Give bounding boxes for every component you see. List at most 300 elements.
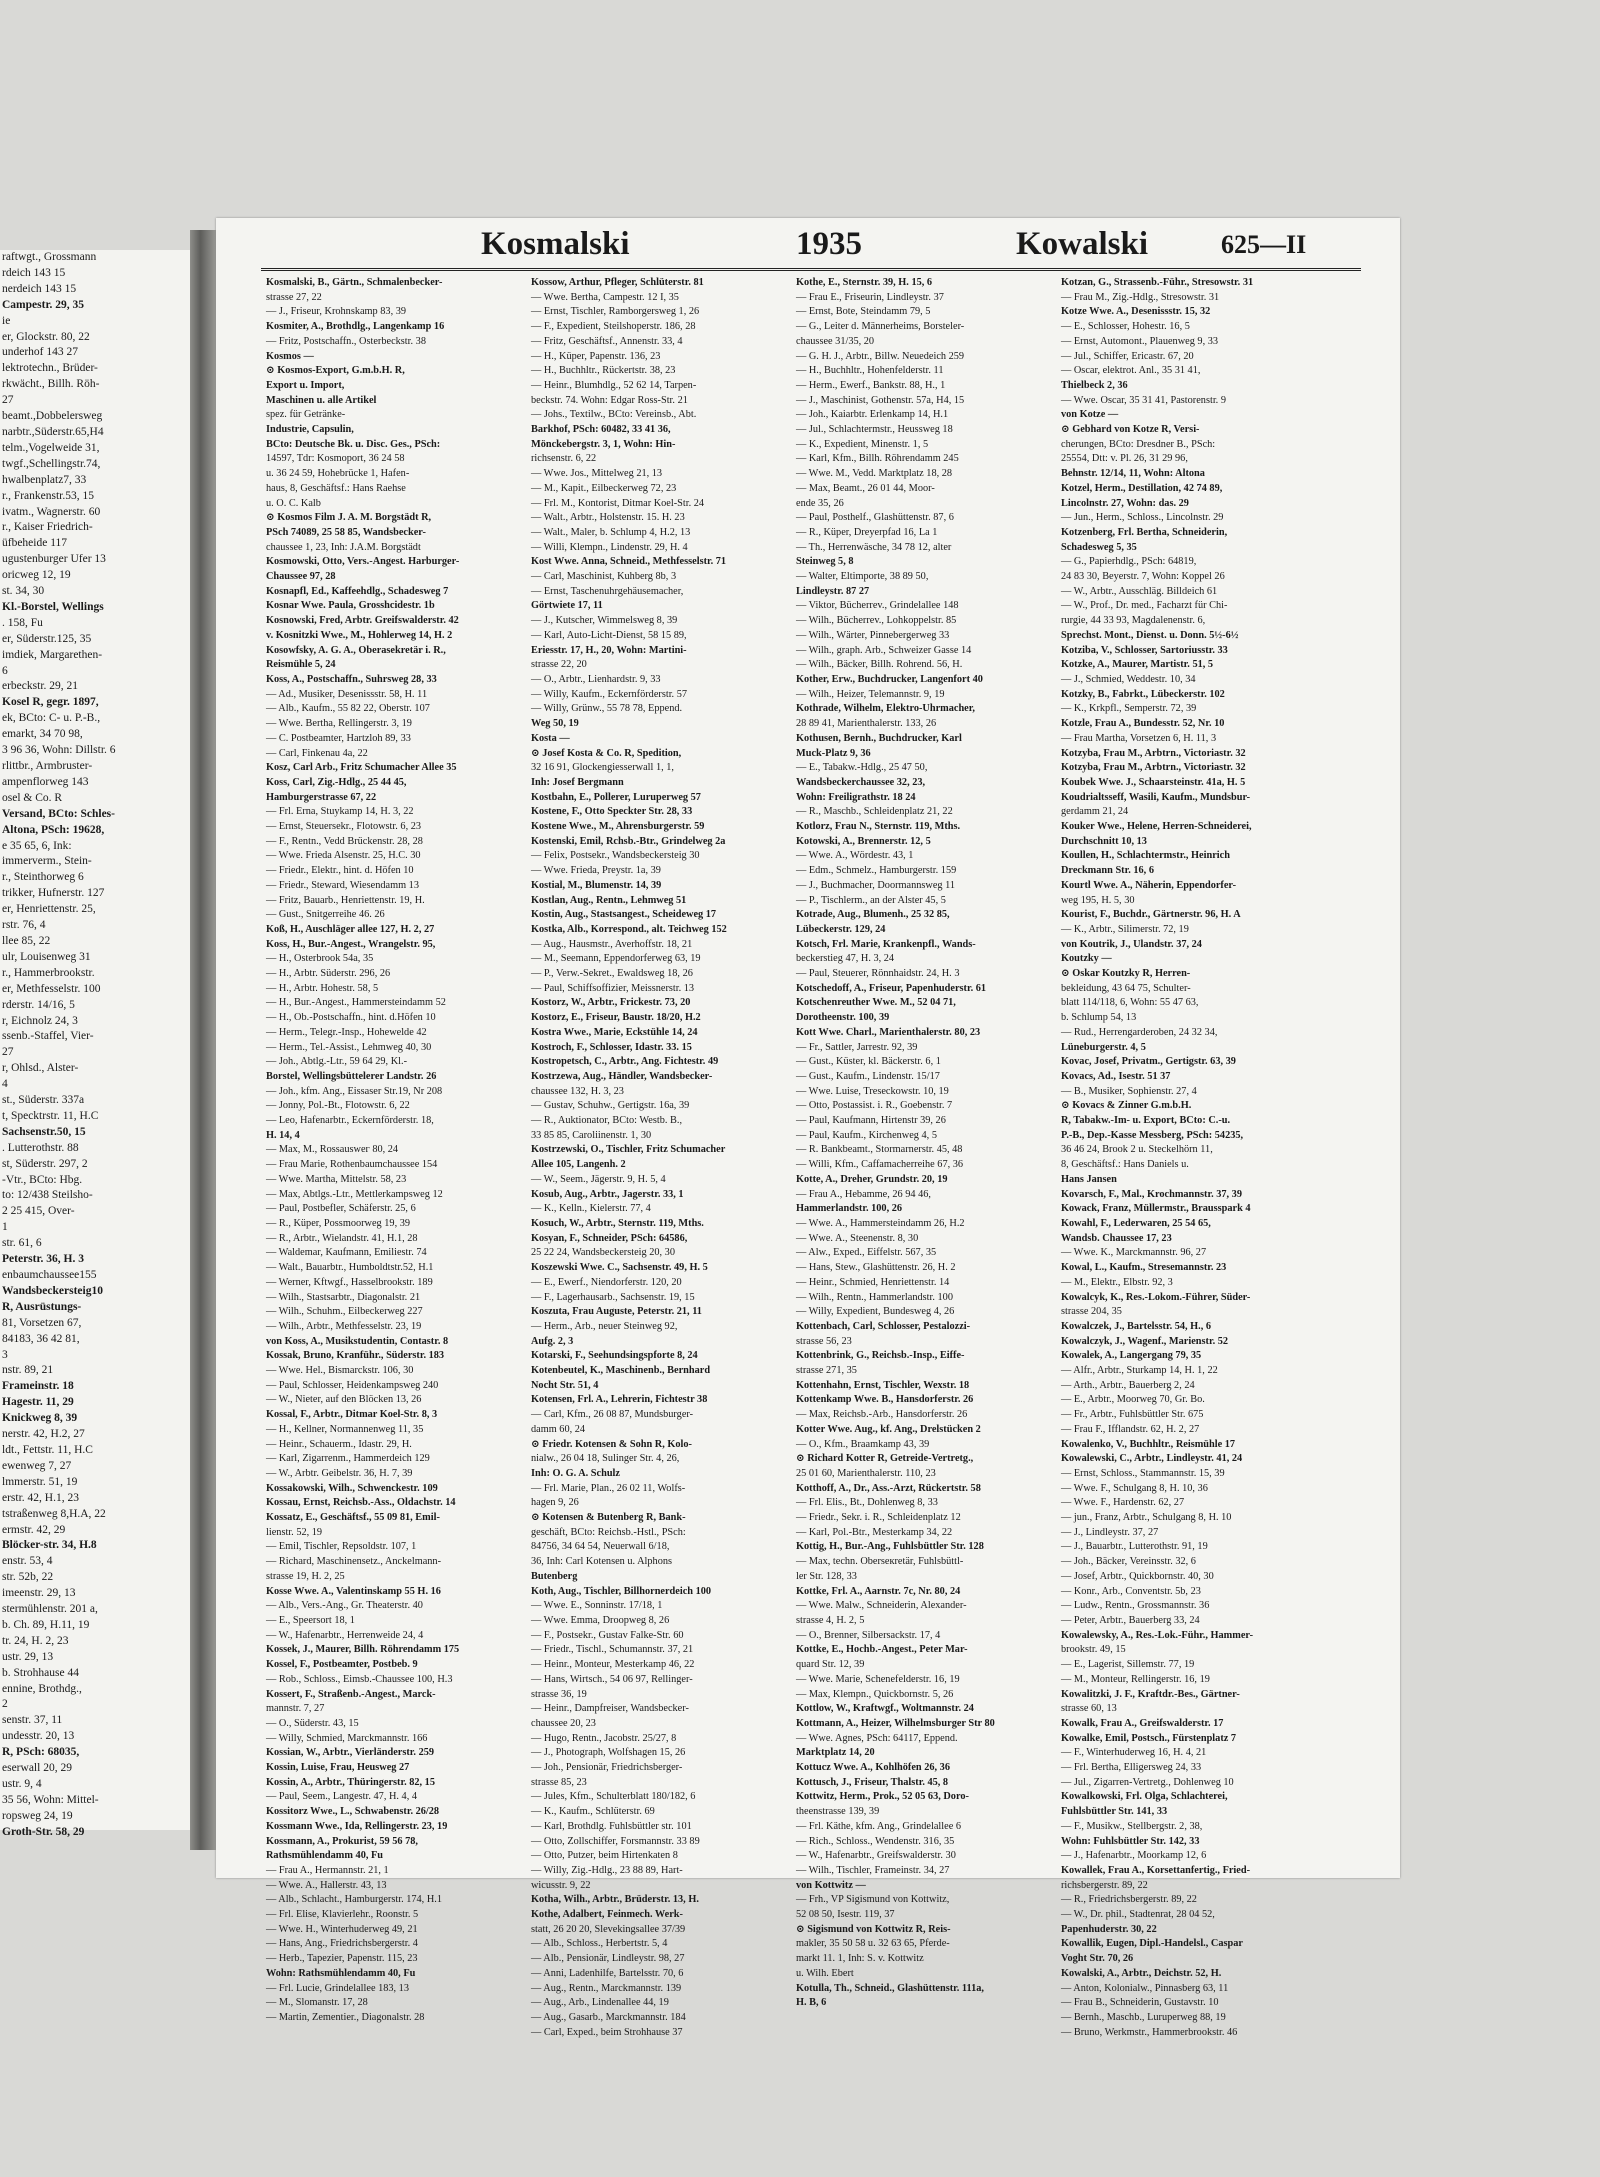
entry-line: ivatm., Wagnerstr. 60 (2, 505, 101, 518)
entry-line: — Peter, Arbtr., Bauerberg 33, 24 (1061, 1614, 1200, 1626)
entry-line: — Walt., Maler, b. Schlump 4, H.2, 13 (531, 526, 691, 538)
entry-line: ⊙ Josef Kosta & Co. R, Spedition, (531, 747, 682, 759)
entry-line: Wohn: Fuhlsbüttler Str. 142, 33 (1061, 1835, 1200, 1847)
entry-line: — W., Nieter, auf den Blöcken 13, 26 (266, 1394, 422, 1406)
entry-line: — Paul, Schiffsoffizier, Meissnerstr. 13 (531, 982, 695, 994)
entry-line: — Paul, Postbefler, Schäferstr. 25, 6 (266, 1203, 416, 1215)
entry-line: — Heinr., Schmied, Henriettenstr. 14 (796, 1276, 950, 1288)
entry-line: — Max, techn. Oberseкretär, Fuhlsbüttl- (796, 1556, 964, 1568)
entry-line: Allee 105, Langenh. 2 (531, 1159, 626, 1171)
entry-line: Kosnapfl, Ed., Kaffeehdlg., Schadesweg 7 (266, 585, 449, 597)
entry-line: — Wwe. K., Marckmannstr. 96, 27 (1061, 1247, 1207, 1259)
entry-line: er, Glockstr. 80, 22 (2, 330, 90, 343)
entry-line: — Frl. Bertha, Elligersweg 24, 33 (1061, 1762, 1202, 1774)
entry-line: — J., Friseur, Krohnskamp 83, 39 (266, 306, 407, 318)
entry-line: Lindleystr. 87 27 (796, 585, 870, 597)
entry-line: Wandsbeckersteig10 (2, 1284, 103, 1297)
entry-line: r, Ohlsd., Alster- (2, 1062, 79, 1075)
entry-line: tr. 24, H. 2, 23 (2, 1634, 69, 1647)
entry-line: Kotrade, Aug., Blumenh., 25 32 85, (796, 909, 950, 921)
entry-line: eserwall 20, 29 (2, 1762, 72, 1775)
entry-line: Kossal, F., Arbtr., Ditmar Koel-Str. 8, 3 (266, 1409, 438, 1421)
entry-line: — G. H. J., Arbtr., Billw. Neuedeich 259 (796, 350, 965, 362)
entry-line: 33 85 85, Caroliinenstr. 1, 30 (531, 1129, 652, 1141)
entry-line: st., Süderstr. 337a (2, 1094, 85, 1107)
entry-line: Reismühle 5, 24 (266, 659, 336, 671)
entry-line: — Wwe. Malw., Schneiderin, Alexander- (796, 1600, 967, 1612)
entry-line: nerstr. 42, H.2, 27 (2, 1428, 85, 1441)
entry-line: richsbergerstr. 89, 22 (1061, 1879, 1148, 1891)
entry-line: st. 34, 30 (2, 585, 45, 598)
entry-line: — Ernst, Automont., Plauenweg 9, 33 (1061, 335, 1219, 347)
entry-line: — W., Arbtr., Ausschläg. Billdeich 61 (1061, 585, 1218, 597)
entry-line: Koudrialtsseff, Wasili, Kaufm., Mundsbur- (1061, 791, 1251, 803)
entry-line: Kouker Wwe., Helene, Herren-Schneiderei, (1061, 821, 1252, 833)
entry-line: Kowalczyk, J., Wagenf., Marienstr. 52 (1061, 1335, 1229, 1347)
entry-line: Kowalitzki, J. F., Kraftdr.-Bes., Gärtner- (1061, 1688, 1240, 1700)
entry-line: — Aug., Gasarb., Marckmannstr. 184 (531, 2011, 686, 2023)
entry-line: Wandsb. Chaussee 17, 23 (1061, 1232, 1172, 1244)
entry-line: Inh: Josef Bergmann (531, 776, 624, 788)
entry-line: 1 (2, 1221, 8, 1234)
entry-line: — Joh., Kaiarbtr. Erlenkamp 14, H.1 (796, 409, 949, 421)
entry-line: — M., Slomanstr. 17, 28 (266, 1997, 368, 2009)
entry-line: v. Kosnitzki Wwe., M., Hohlerweg 14, H. 2 (266, 629, 453, 641)
entry-line: — Paul, Kaufm., Kirchenweg 4, 5 (796, 1129, 937, 1141)
entry-line: Kossitorz Wwe., L., Schwabenstr. 26/28 (266, 1806, 440, 1818)
entry-line: immerverm., Stein- (2, 855, 92, 868)
entry-line: Eriesstr. 17, H., 20, Wohn: Martini- (531, 644, 687, 656)
entry-line: P.-B., Dep.-Kasse Messberg, PSch: 54235, (1061, 1129, 1244, 1141)
entry-line: — Frl. Elise, Klavierlehr., Roonstr. 5 (266, 1909, 419, 1921)
entry-line: — Karl, Zigarrenm., Hammerdeich 129 (266, 1453, 430, 1465)
entry-line: — J., Schmied, Weddestr. 10, 34 (1061, 673, 1196, 685)
entry-line: — Wwe. Martha, Mittelstr. 58, 23 (266, 1173, 407, 1185)
entry-line: — Th., Herrenwäsche, 34 78 12, alter (796, 541, 952, 553)
entry-line: — W., Seem., Jägerstr. 9, H. 5, 4 (531, 1173, 666, 1185)
entry-line: — Herm., Arb., neuer Steinweg 92, (531, 1320, 678, 1332)
entry-line: Kott Wwe. Charl., Marienthalerstr. 80, 23 (796, 1026, 981, 1038)
entry-line: 52 08 50, Isestr. 119, 37 (796, 1909, 895, 1921)
entry-line: Kosuch, W., Arbtr., Sternstr. 119, Mths. (531, 1218, 704, 1229)
entry-line: — H., Ob.-Postschaffn., hint. d.Höfen 10 (266, 1012, 436, 1024)
entry-line: — Jul., Schlachtermstr., Heussweg 18 (796, 424, 953, 436)
entry-line: Koth, Aug., Tischler, Billhornerdeich 100 (531, 1585, 712, 1597)
entry-line: ⊙ Oskar Koutzky R, Herren- (1061, 968, 1191, 980)
entry-line: Kossek, J., Maurer, Billh. Röhrendamm 175 (266, 1644, 460, 1656)
entry-line: erstr. 42, H.1, 23 (2, 1491, 79, 1504)
entry-line: Kovacs, Ad., Isestr. 51 37 (1061, 1070, 1171, 1082)
entry-line: Butenberg (531, 1570, 578, 1582)
entry-line: Kowalewski, C., Arbtr., Lindleystr. 41, 24 (1061, 1453, 1243, 1465)
entry-line: Knickweg 8, 39 (2, 1412, 78, 1425)
entry-line: — R., Auktionator, BCto: Westb. B., (531, 1115, 683, 1127)
entry-line: — jun., Franz, Arbtr., Schulgang 8, H. 10 (1061, 1512, 1232, 1524)
entry-line: — Ad., Musiker, Desenissstr. 58, H. 11 (266, 688, 428, 700)
entry-line: Kowalek, A., Langergang 79, 35 (1061, 1350, 1202, 1362)
entry-line: 36, Inh: Carl Kotensen u. Alphons (531, 1556, 672, 1568)
entry-line: — H., Kellner, Normannenweg 11, 35 (266, 1423, 424, 1435)
entry-line: — Walter, Eltimporte, 38 89 50, (796, 571, 929, 583)
entry-line: — Alb., Kaufm., 55 82 22, Oberstr. 107 (266, 703, 430, 715)
entry-line: Kotha, Wilh., Arbtr., Brüderstr. 13, H. (531, 1894, 699, 1906)
entry-line: — J., Photograph, Wolfshagen 15, 26 (531, 1747, 686, 1759)
entry-line: — Wwe. E., Sonninstr. 17/18, 1 (531, 1600, 663, 1612)
entry-line: Kourist, F., Buchdr., Gärtnerstr. 96, H. A (1061, 909, 1241, 921)
entry-line: — Josef, Arbtr., Quickbornstr. 40, 30 (1061, 1570, 1214, 1582)
entry-line: — Wwe. Bertha, Campestr. 12 I, 35 (531, 291, 679, 303)
entry-line: Kossert, F., Straßenb.-Angest., Marck- (266, 1688, 436, 1700)
entry-line: rdeich 143 15 (2, 266, 66, 279)
entry-line: str. 52b, 22 (2, 1571, 54, 1584)
entry-line: Wohn: Freiligrathstr. 18 24 (796, 791, 916, 803)
adjacent-page-strip (0, 250, 191, 1838)
entry-line: — Wwe. F., Schulgang 8, H. 10, 36 (1061, 1482, 1208, 1494)
entry-line: Kostra Wwe., Marie, Eckstühle 14, 24 (531, 1026, 698, 1038)
entry-line: . Lutterothstr. 88 (2, 1141, 79, 1154)
entry-line: Kosub, Aug., Arbtr., Jagerstr. 33, 1 (531, 1188, 684, 1200)
entry-line: Hans Jansen (1061, 1173, 1117, 1185)
entry-line: Kotzyba, Frau M., Arbtrn., Victoriastr. 32 (1061, 747, 1246, 759)
entry-line: — Willi, Kfm., Caffamacherreihe 67, 36 (796, 1159, 964, 1171)
entry-line: ⊙ Sigismund von Kottwitz R, Reis- (796, 1923, 951, 1935)
entry-line: — Karl, Auto-Licht-Dienst, 58 15 89, (531, 629, 687, 641)
entry-line: ⊙ Kosmos-Export, G.m.b.H. R, (266, 365, 405, 377)
entry-line: ermstr. 42, 29 (2, 1523, 66, 1536)
entry-line: — Willi, Klempn., Lindenstr. 29, H. 4 (531, 541, 688, 553)
entry-line: — R., Küper, Possmoorweg 19, 39 (266, 1218, 411, 1229)
entry-line: — Wwe. H., Winterhuderweg 49, 21 (266, 1923, 418, 1935)
entry-line: R, Tabakw.-Im- u. Export, BCto: C.-u. (1061, 1115, 1231, 1127)
entry-line: — Alb., Schlacht., Hamburgerstr. 174, H.1 (266, 1894, 442, 1906)
entry-line: — Heinr., Dampfreiser, Wandsbecker- (531, 1703, 689, 1715)
entry-line: — Werner, Kftwgf., Hasselbrookstr. 189 (266, 1276, 433, 1288)
column-3 (796, 276, 1046, 2009)
entry-line: — Frl. M., Kontorist, Ditmar Koel-Str. 24 (531, 497, 705, 509)
entry-line: Koß, H., Auschläger allee 127, H. 2, 27 (266, 923, 435, 935)
entry-line: — J., Bauarbtr., Lutterothstr. 91, 19 (1061, 1541, 1208, 1553)
entry-line: — Alb., Schloss., Herbertstr. 5, 4 (531, 1938, 668, 1950)
entry-line: — Friedr., Tischl., Schumannstr. 37, 21 (531, 1644, 694, 1656)
entry-line: Kosta — (531, 732, 570, 744)
entry-line: ldt., Fettstr. 11, H.C (2, 1443, 93, 1456)
entry-line: Kowahl, F., Lederwaren, 25 54 65, (1061, 1218, 1211, 1229)
entry-line: — Rob., Schloss., Eimsb.-Chaussee 100, H.3 (266, 1673, 453, 1685)
entry-line: r., Kaiser Friedrich- (2, 521, 93, 534)
entry-line: Kotthoff, A., Dr., Ass.-Arzt, Rückertstr. 58 (796, 1482, 981, 1494)
entry-line: Lübeckerstr. 129, 24 (796, 923, 886, 935)
entry-line: Kossin, A., Arbtr., Thüringerstr. 82, 15 (266, 1776, 435, 1788)
entry-line: Kottenbach, Carl, Schlosser, Pestalozzi- (796, 1320, 971, 1332)
entry-line: Kostorz, W., Arbtr., Frickestr. 73, 20 (531, 997, 691, 1009)
entry-line: — F., Winterhuderweg 16, H. 4, 21 (1061, 1747, 1207, 1759)
entry-line: nstr. 89, 21 (2, 1364, 54, 1377)
entry-line: Kovac, Josef, Privatm., Gertigstr. 63, 39 (1061, 1056, 1236, 1068)
entry-line: — Gust., Küster, kl. Bäckerstr. 6, 1 (796, 1056, 941, 1068)
entry-line: — Frl. Marie, Plan., 26 02 11, Wolfs- (531, 1482, 686, 1494)
entry-line: Sachsenstr.50, 15 (2, 1125, 86, 1138)
entry-line: von Koutrik, J., Ulandstr. 37, 24 (1061, 938, 1202, 950)
entry-line: — K., Expedient, Minenstr. 1, 5 (796, 438, 929, 450)
entry-line: — Martin, Zementier., Diagonalstr. 28 (266, 2011, 425, 2023)
entry-line: Dreckmann Str. 16, 6 (1061, 865, 1154, 877)
entry-line: — Karl, Kfm., Billh. Röhrendamm 245 (796, 453, 959, 465)
entry-line: Kotensen, Frl. A., Lehrerin, Fichtestr 38 (531, 1394, 708, 1406)
entry-line: Kosmowski, Otto, Vers.-Angest. Harburger- (266, 556, 460, 568)
entry-line: — Carl, Kfm., 26 08 87, Mundsburger- (531, 1409, 694, 1421)
entry-line: mannstr. 7, 27 (266, 1703, 325, 1715)
entry-line: Fuhlsbüttler Str. 141, 33 (1061, 1806, 1168, 1818)
entry-line: strasse 271, 35 (796, 1365, 857, 1377)
entry-line: — Gust., Kaufm., Lindenstr. 15/17 (796, 1070, 940, 1082)
entry-line: Mönckebergstr. 3, 1, Wohn: Hin- (531, 438, 676, 450)
entry-line: Kottig, H., Bur.-Ang., Fuhlsbüttler Str. 128 (796, 1541, 984, 1553)
entry-line: — Leo, Hafenarbtr., Eckernförderstr. 18, (266, 1115, 434, 1127)
entry-line: Sprechst. Mont., Dienst. u. Donn. 5½-6½ (1061, 629, 1239, 641)
entry-line: — Wwe. Luise, Treseckowstr. 10, 19 (796, 1085, 949, 1097)
entry-line: — Rich., Schloss., Wendenstr. 316, 35 (796, 1835, 955, 1847)
entry-line: richsenstr. 6, 22 (531, 453, 597, 465)
entry-line: H. B, 6 (796, 1997, 827, 2009)
entry-line: quard Str. 12, 39 (796, 1659, 865, 1671)
entry-line: — W., Hafenarbtr., Herrenweide 24, 4 (266, 1629, 424, 1641)
entry-line: Kostene Wwe., M., Ahrensburgerstr. 59 (531, 821, 705, 833)
entry-line: emarkt, 34 70 98, (2, 728, 83, 741)
entry-line: — R., Maschb., Schleidenplatz 21, 22 (796, 806, 953, 818)
entry-line: Weg 50, 19 (531, 718, 579, 730)
entry-line: BCto: Deutsche Bk. u. Disc. Ges., PSch: (266, 438, 441, 450)
entry-line: — K., Kaufm., Schlüterstr. 69 (531, 1806, 655, 1818)
entry-line: lektrotechn., Brüder- (2, 362, 98, 375)
entry-line: Lüneburgerstr. 4, 5 (1061, 1041, 1146, 1053)
header-year: 1935 (796, 226, 862, 262)
entry-line: Kotlorz, Frau N., Sternstr. 119, Mths. (796, 821, 961, 833)
entry-line: 14597, Tdr: Kosmoport, 36 24 58 (266, 453, 405, 465)
entry-line: — Frh., VP Sigismund von Kottwitz, (796, 1894, 950, 1906)
entry-line: cherungen, BCto: Dresdner B., PSch: (1061, 438, 1216, 450)
entry-line: hagen 9, 26 (531, 1497, 579, 1509)
entry-line: — Frau B., Schneiderin, Gustavstr. 10 (1061, 1997, 1219, 2009)
entry-line: makler, 35 50 58 u. 32 63 65, Pferde- (796, 1938, 950, 1950)
entry-line: strasse 4, H. 2, 5 (796, 1614, 865, 1626)
entry-line: Kosz, Carl Arb., Fritz Schumacher Allee 35 (266, 762, 457, 774)
entry-line: — Wwe. Frieda Alsenstr. 25, H.C. 30 (266, 850, 421, 862)
entry-line: -Vtr., BCto: Hbg. (2, 1173, 83, 1186)
entry-line: Kotzel, Herm., Destillation, 42 74 89, (1061, 482, 1223, 494)
entry-line: — Walt., Bauarbtr., Humboldtstr.52, H.1 (266, 1262, 434, 1274)
entry-line: Kowalk, Frau A., Greifswalderstr. 17 (1061, 1717, 1224, 1729)
entry-line: Kosmiter, A., Brothdlg., Langenkamp 16 (266, 321, 445, 333)
entry-line: — Wwe. A., Hallerstr. 43, 13 (266, 1879, 387, 1891)
entry-line: ewenweg 7, 27 (2, 1459, 72, 1472)
entry-line: — Wwe. Marie, Schenefelderstr. 16, 19 (796, 1673, 960, 1685)
entry-line: Thielbeck 2, 36 (1061, 379, 1128, 391)
entry-line: von Kotze — (1061, 409, 1119, 421)
entry-line: von Koss, A., Musikstudentin, Contastr. 8 (266, 1335, 449, 1347)
entry-line: damm 60, 24 (531, 1423, 586, 1435)
entry-line: — F., Lagerhausarb., Sachsenstr. 19, 15 (531, 1291, 695, 1303)
entry-line: hwalbenplatz7, 33 (2, 473, 87, 486)
entry-line: — Heinr., Schauerm., Idastr. 29, H. (266, 1438, 412, 1450)
entry-line: strasse 204, 35 (1061, 1306, 1122, 1318)
entry-line: — Ernst, Tischler, Ramborgersweg 1, 26 (531, 306, 700, 318)
entry-line: st, Süderstr. 297, 2 (2, 1157, 88, 1170)
entry-line: trikker, Hufnerstr. 127 (2, 887, 105, 900)
entry-line: — G., Papierhdlg., PSch: 64819, (1061, 556, 1197, 568)
entry-line: Kossau, Ernst, Reichsb.-Ass., Oldachstr. 14 (266, 1497, 456, 1509)
entry-line: — Frl. Lucie, Grindelallee 183, 13 (266, 1982, 409, 1994)
entry-line: — Max, Abtlgs.-Ltr., Mettlerkampsweg 12 (266, 1188, 443, 1200)
entry-line: Kottenkamp Wwe. B., Hansdorferstr. 26 (796, 1394, 974, 1406)
entry-line: ugustenburger Ufer 13 (2, 553, 106, 566)
entry-line: — Aug., Rentn., Marckmannstr. 139 (531, 1982, 682, 1994)
entry-line: Kothusen, Bernh., Buchdrucker, Karl (796, 732, 962, 744)
entry-line: Kowalski, A., Arbtr., Deichstr. 52, H. (1061, 1967, 1222, 1979)
entry-line: — Otto, Zollschiffer, Forsmannstr. 33 89 (531, 1835, 700, 1847)
entry-line: Kothrade, Wilhelm, Elektro-Uhrmacher, (796, 703, 975, 715)
entry-line: nialw., 26 04 18, Sulinger Str. 4, 26, (531, 1453, 680, 1465)
entry-line: — Hans, Ang., Friedrichsbergerstr. 4 (266, 1938, 418, 1950)
entry-line: ⊙ Richard Kotter R, Getreide-Vertretg., (796, 1453, 974, 1465)
entry-line: — Willy, Schmied, Marckmannstr. 166 (266, 1732, 428, 1744)
entry-line: Kossatz, E., Geschäftsf., 55 09 81, Emil- (266, 1512, 440, 1524)
entry-line: Kotulla, Th., Schneid., Glashüttenstr. 111a, (796, 1982, 984, 1994)
entry-line: — Frau Marie, Rothenbaumchaussee 154 (266, 1159, 438, 1171)
entry-line: — Wwe. A., Wördestr. 43, 1 (796, 850, 914, 862)
entry-line: PSch 74089, 25 58 85, Wandsbecker- (266, 526, 426, 538)
entry-line: Kostrzewski, O., Tischler, Fritz Schumacher (531, 1144, 726, 1156)
entry-line: . 158, Fu (2, 616, 43, 629)
entry-line: — K., Krkpfl., Semperstr. 72, 39 (1061, 703, 1197, 715)
entry-line: — Willy, Zig.-Hdlg., 23 88 89, Hart- (531, 1864, 683, 1876)
entry-line: — Paul, Posthelf., Glashüttenstr. 87, 6 (796, 512, 954, 524)
entry-line: Koubek Wwe. J., Schaarsteinstr. 41a, H. 5 (1061, 776, 1246, 788)
entry-line: 28 89 41, Marienthalerstr. 133, 26 (796, 718, 937, 730)
entry-line: — Wwe. A., Steenenstr. 8, 30 (796, 1232, 919, 1244)
entry-line: — Jules, Kfm., Schulterblatt 180/182, 6 (531, 1791, 696, 1803)
entry-line: ampenflorweg 143 (2, 775, 89, 788)
entry-line: Kosmalski, B., Gärtn., Schmalenbecker- (266, 277, 443, 288)
entry-line: Kotzle, Frau A., Bundesstr. 52, Nr. 10 (1061, 718, 1225, 730)
entry-line: tstraßenweg 8,H.A, 22 (2, 1507, 106, 1520)
entry-line: — Frl. Elis., Bt., Dohlenweg 8, 33 (796, 1497, 938, 1509)
entry-line: — Bernh., Maschb., Luruperweg 88, 19 (1061, 2011, 1226, 2023)
entry-line: strasse 22, 20 (531, 659, 587, 671)
entry-line: chaussee 31/35, 20 (796, 335, 875, 347)
entry-line: 8, Geschäftsf.: Hans Daniels u. (1061, 1159, 1189, 1171)
entry-line: — Frau F., Ifflandstr. 62, H. 2, 27 (1061, 1423, 1200, 1435)
entry-line: beamt.,Dobbelersweg (2, 410, 103, 423)
entry-line: strasse 36, 19 (531, 1688, 587, 1700)
entry-line: — E., Ewerf., Niendorferstr. 120, 20 (531, 1276, 682, 1288)
entry-line: r., Hammerbrookstr. (2, 966, 95, 979)
entry-line: statt, 26 20 20, Slevekingsallee 37/39 (531, 1923, 686, 1935)
entry-line: — Heinr., Blumhdlg., 52 62 14, Tarpen- (531, 379, 697, 391)
entry-line: r, Eichnolz 24, 3 (2, 1014, 78, 1027)
entry-line: — Wwe. F., Hardenstr. 62, 27 (1061, 1497, 1185, 1509)
entry-line: Kotter Wwe. Aug., kf. Ang., Drelstücken 2 (796, 1423, 981, 1435)
entry-line: — Richard, Maschinensetz., Anckelmann- (266, 1556, 441, 1568)
entry-line: 3 96 36, Wohn: Dillstr. 6 (2, 744, 116, 757)
entry-line: von Kottwitz — (796, 1879, 866, 1891)
entry-line: strasse 85, 23 (531, 1776, 587, 1788)
entry-line: — Arth., Arbtr., Bauerberg 2, 24 (1061, 1379, 1195, 1391)
entry-line: — Alfr., Arbtr., Sturkamp 14, H. 1, 22 (1061, 1365, 1218, 1377)
entry-line: telm.,Vogelweide 31, (2, 441, 100, 454)
entry-line: — Frau A., Hermannstr. 21, 1 (266, 1864, 389, 1876)
entry-line: Kotzke, A., Maurer, Martistr. 51, 5 (1061, 659, 1214, 671)
entry-line: — E., Arbtr., Moorweg 70, Gr. Bo. (1061, 1394, 1205, 1406)
entry-line: — Paul, Schlosser, Heidenkampsweg 240 (266, 1379, 439, 1391)
entry-line: R, Ausrüstungs- (2, 1300, 82, 1313)
entry-line: ie (2, 314, 11, 327)
entry-line: — C. Postbeamter, Hartzloh 89, 33 (266, 732, 411, 744)
entry-line: — Friedr., Sekr. i. R., Schleidenplatz 12 (796, 1512, 961, 1524)
entry-line: — K., Arbtr., Silimerstr. 72, 19 (1061, 923, 1189, 935)
entry-line: — Otto, Putzer, beim Hirtenkaten 8 (531, 1850, 678, 1862)
entry-line: Kowack, Franz, Müllermstr., Brausspark 4 (1061, 1203, 1251, 1215)
entry-line: ler Str. 128, 33 (796, 1570, 857, 1582)
entry-line: — J., Buchmacher, Doormannsweg 11 (796, 879, 956, 891)
entry-line: strasse 60, 13 (1061, 1703, 1117, 1715)
entry-line: — Rud., Herrengarderoben, 24 32 34, (1061, 1026, 1218, 1038)
entry-line: 25554, Dtt: v. Pl. 26, 31 29 96, (1061, 453, 1188, 465)
entry-line: brookstr. 49, 15 (1061, 1644, 1126, 1656)
entry-line: Steinweg 5, 8 (796, 556, 854, 568)
entry-line: — Willy, Grünw., 55 78 78, Eppend. (531, 703, 683, 715)
entry-line: Kosmos — (266, 350, 314, 362)
entry-line: — M., Monteur, Rellingerstr. 16, 19 (1061, 1673, 1210, 1685)
entry-line: — Hugo, Rentn., Jacobstr. 25/27, 8 (531, 1732, 677, 1744)
entry-line: Kossow, Arthur, Pfleger, Schlüterstr. 81 (531, 277, 704, 288)
entry-line: ⊙ Kovacs & Zinner G.m.b.H. (1061, 1100, 1192, 1112)
page-header (261, 226, 1371, 266)
entry-line: Kowal, L., Kaufm., Stresemannstr. 23 (1061, 1262, 1227, 1274)
entry-line: — W., Arbtr. Geibelstr. 36, H. 7, 39 (266, 1467, 413, 1479)
entry-line: ropsweg 24, 19 (2, 1809, 73, 1822)
entry-line: — Anni, Ladenhilfe, Bartelsstr. 70, 6 (531, 1967, 684, 1979)
entry-line: weg 195, H. 5, 30 (1061, 894, 1135, 906)
entry-line: — Felix, Postsekr., Wandsbeckersteig 30 (531, 850, 700, 862)
entry-line: theenstrasse 139, 39 (796, 1806, 880, 1818)
entry-line: Kottke, E., Hochb.-Angest., Peter Mar- (796, 1644, 968, 1656)
entry-line: Kotte, A., Dreher, Grundstr. 20, 19 (796, 1173, 948, 1185)
entry-line: Koss, H., Bur.-Angest., Wrangelstr. 95, (266, 938, 436, 950)
entry-line: — Edm., Schmelz., Hamburgerstr. 159 (796, 865, 957, 877)
entry-line: underhof 143 27 (2, 346, 79, 359)
entry-line: — Wilh., Stastsarbtr., Diagonalstr. 21 (266, 1291, 421, 1303)
entry-line: — Carl, Exped., beim Strohhause 37 (531, 2026, 683, 2038)
entry-line: Kostene, F., Otto Speckter Str. 28, 33 (531, 806, 693, 818)
column-1 (266, 276, 516, 2023)
entry-line: str. 61, 6 (2, 1237, 42, 1250)
entry-line: Kosse Wwe. A., Valentinskamp 55 H. 16 (266, 1585, 441, 1597)
entry-line: — Willy, Expedient, Bundesweg 4, 26 (796, 1306, 955, 1318)
entry-line: — G., Leiter d. Männerheims, Borsteler- (796, 321, 965, 333)
entry-line: rkwächt., Billh. Röh- (2, 378, 100, 391)
entry-line: Kowalcyk, K., Res.-Lokom.-Führer, Süder- (1061, 1291, 1251, 1303)
entry-line: — Max, M., Rossauswег 80, 24 (266, 1144, 399, 1156)
entry-line: r., Steinthorweg 6 (2, 871, 84, 884)
entry-line: ustr. 29, 13 (2, 1650, 54, 1663)
entry-line: — Wilh., Heizer, Telemannstr. 9, 19 (796, 688, 945, 700)
entry-line: — Friedr., Elektr., hint. d. Höfen 10 (266, 865, 414, 877)
entry-line: oricweg 12, 19 (2, 569, 71, 582)
entry-line: Dorotheenstr. 100, 39 (796, 1012, 890, 1024)
entry-line: strasse 27, 22 (266, 291, 322, 303)
entry-line: strasse 56, 23 (796, 1335, 852, 1347)
entry-line: Kottmann, A., Heizer, Wilhelmsburger Str 80 (796, 1717, 995, 1729)
